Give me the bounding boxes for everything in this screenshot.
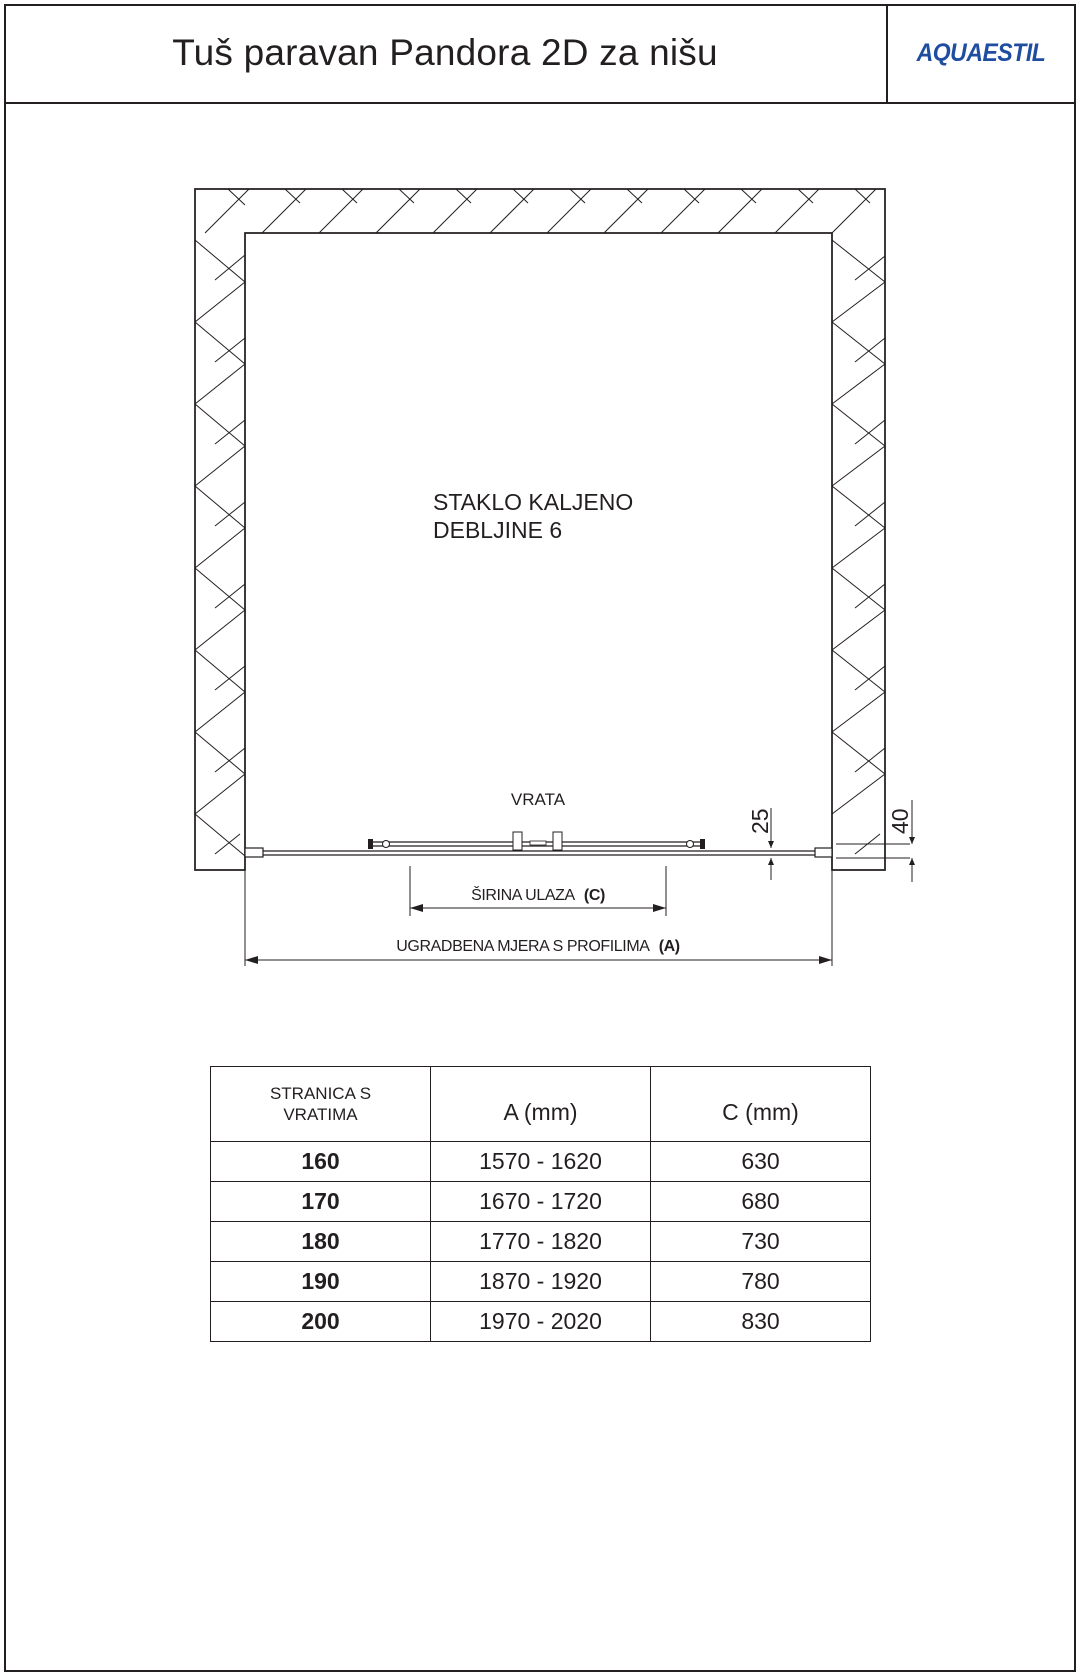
cell-size: 200 bbox=[211, 1302, 431, 1342]
table-row bbox=[211, 1182, 871, 1222]
header-side-line2: VRATIMA bbox=[283, 1105, 358, 1124]
dimensions-table bbox=[210, 1066, 871, 1342]
seal-icon bbox=[530, 841, 546, 845]
glass-label-line1: STAKLO KALJENO bbox=[433, 489, 634, 515]
right-profile bbox=[815, 848, 832, 857]
cell-c: 730 bbox=[651, 1222, 871, 1262]
table-row bbox=[211, 1262, 871, 1302]
header-a-mm: A (mm) bbox=[431, 1067, 651, 1142]
dimension-entry-width bbox=[410, 866, 666, 916]
install-size-code: (A) bbox=[658, 938, 680, 955]
cell-c: 780 bbox=[651, 1262, 871, 1302]
page-title: Tuš paravan Pandora 2D za nišu bbox=[172, 32, 718, 73]
cell-c: 830 bbox=[651, 1302, 871, 1342]
table-row bbox=[211, 1142, 871, 1182]
cell-c: 630 bbox=[651, 1142, 871, 1182]
handle-right-icon bbox=[553, 832, 562, 850]
dim-25-label: 25 bbox=[747, 808, 773, 834]
entry-width-code: (C) bbox=[583, 887, 605, 904]
cell-size: 170 bbox=[211, 1182, 431, 1222]
header-side-with-door bbox=[211, 1067, 431, 1142]
svg-text:UGRADBENA MJERA S PROFILIMA bbox=[396, 938, 680, 955]
brand-logo: AQUAESTIL bbox=[916, 38, 1046, 67]
install-size-label: UGRADBENA MJERA S PROFILIMA bbox=[396, 938, 649, 955]
cell-a: 1870 - 1920 bbox=[431, 1262, 651, 1302]
door-label: VRATA bbox=[510, 790, 566, 809]
door-end-right bbox=[700, 839, 705, 849]
cell-size: 190 bbox=[211, 1262, 431, 1302]
glass-label-line2: DEBLJINE 6 bbox=[433, 517, 563, 543]
roller-left-icon bbox=[383, 841, 390, 848]
dimension-install-size bbox=[245, 870, 832, 966]
left-profile bbox=[245, 848, 263, 857]
dim-40-label: 40 bbox=[887, 808, 913, 834]
cell-a: 1570 - 1620 bbox=[431, 1142, 651, 1182]
cell-c: 680 bbox=[651, 1182, 871, 1222]
entry-width-label: ŠIRINA ULAZA bbox=[471, 887, 574, 904]
header-side-line1: STRANICA S bbox=[269, 1084, 372, 1103]
dimension-25 bbox=[747, 808, 774, 880]
roller-right-icon bbox=[687, 841, 694, 848]
cell-a: 1970 - 2020 bbox=[431, 1302, 651, 1342]
door-end-left bbox=[368, 839, 373, 849]
table-header-row bbox=[211, 1067, 871, 1142]
handle-left-icon bbox=[513, 832, 522, 850]
cell-a: 1770 - 1820 bbox=[431, 1222, 651, 1262]
header-c-mm: C (mm) bbox=[651, 1067, 871, 1142]
table-row bbox=[211, 1222, 871, 1262]
cell-size: 160 bbox=[211, 1142, 431, 1182]
table-row bbox=[211, 1302, 871, 1342]
svg-text:ŠIRINA ULAZA (C) bbox=[471, 885, 605, 904]
cell-a: 1670 - 1720 bbox=[431, 1182, 651, 1222]
shower-screen bbox=[245, 832, 832, 857]
cell-size: 180 bbox=[211, 1222, 431, 1262]
